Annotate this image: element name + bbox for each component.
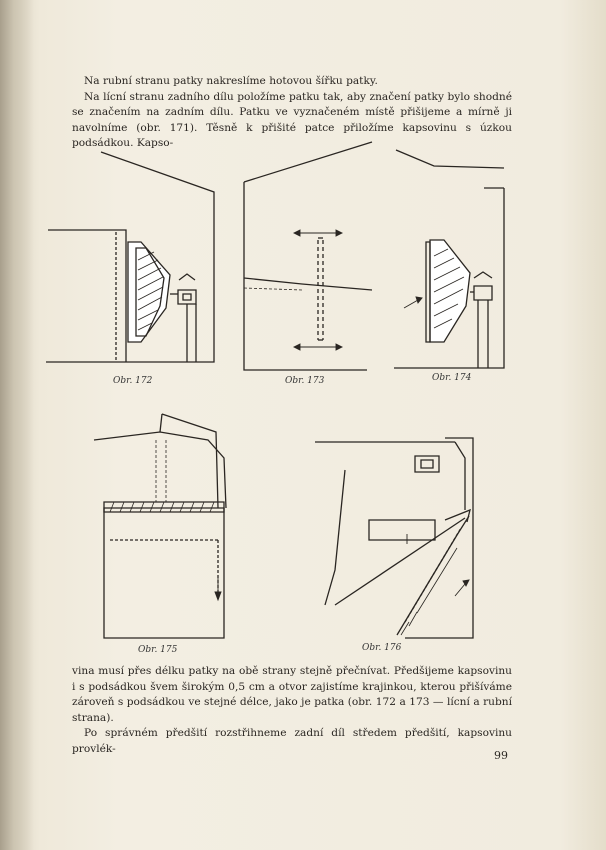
figure-173-drawing <box>242 140 380 375</box>
figure-172-drawing <box>46 150 226 375</box>
figure-175-drawing <box>90 410 240 645</box>
figure-172-caption: Obr. 172 <box>113 376 153 386</box>
bottom-paragraphs <box>72 664 512 757</box>
figure-173-caption: Obr. 173 <box>285 376 325 386</box>
page-number: 99 <box>494 749 508 762</box>
figure-174-caption: Obr. 174 <box>432 373 472 383</box>
figure-174-drawing <box>394 148 512 373</box>
paragraph-1: Na rubní stranu patky nakreslíme hotovou šířku patky. <box>84 75 378 87</box>
book-gutter-shadow <box>0 0 34 850</box>
paragraph-3: vina musí přes délku patky na obě strany stejně přečnívat. Předšijeme kapsovinu i s podsádkou švem širokým 0,5 cm a otvor zajistíme krajinkou, kterou přišíváme zároveň s podsádkou ve stejné délce, jako je patka (obr. 172 a 173 — lícní a rubní strana). <box>72 665 512 724</box>
figure-175-caption: Obr. 175 <box>138 645 178 655</box>
paragraph-2: Na lícní stranu zadního dílu položíme patku tak, aby značení patky bylo shodné se značením na zadním dílu. Patku ve vyznačeném místě přišijeme a mírně ji navolníme (obr. 171). Těsně k přišité patce přiložíme kapsovinu s úzkou podsádkou. Kapso- <box>72 90 512 149</box>
figure-176-caption: Obr. 176 <box>362 643 402 653</box>
paragraph-4: Po správném předšití rozstřihneme zadní díl středem předšití, kapsovinu provlék- <box>72 727 512 755</box>
figure-176-drawing <box>305 430 505 640</box>
